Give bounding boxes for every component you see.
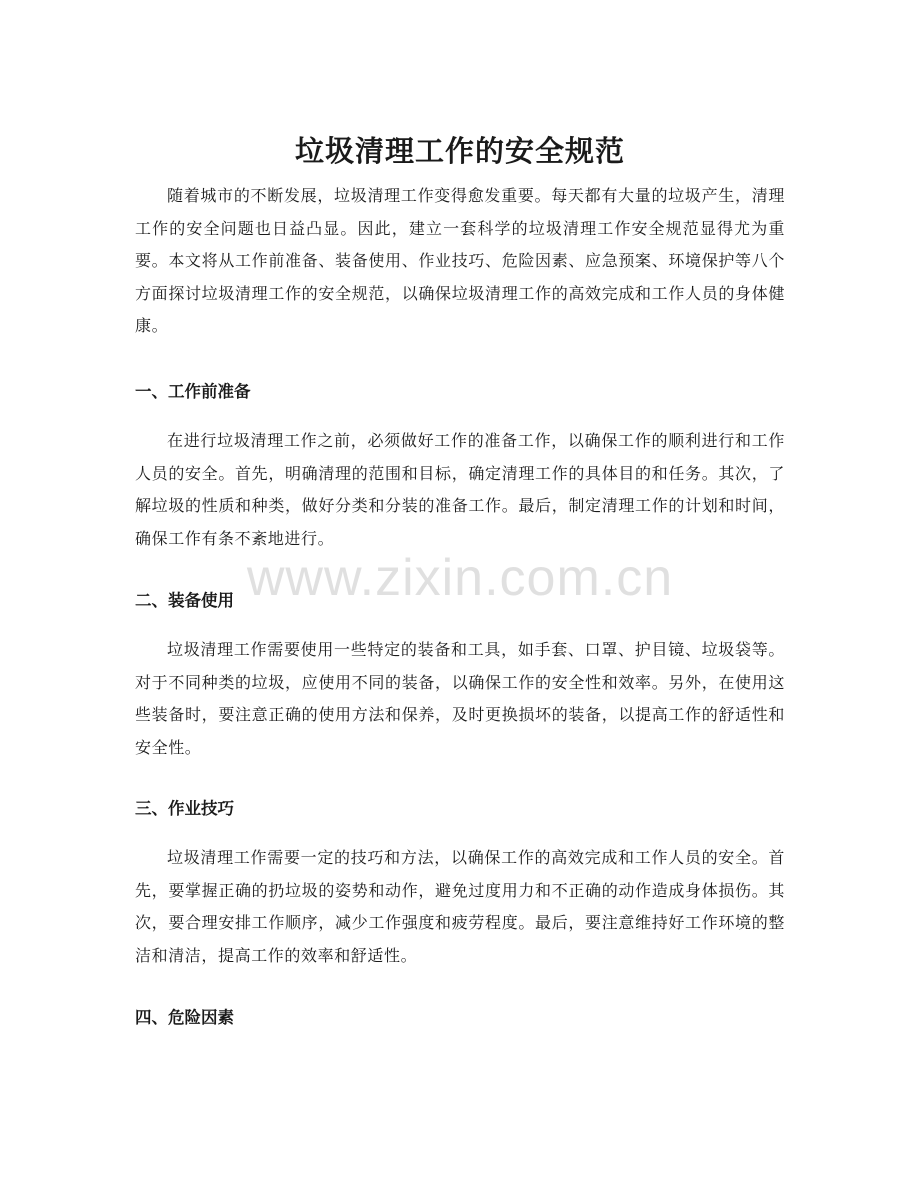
section-body-3: 垃圾清理工作需要一定的技巧和方法，以确保工作的高效完成和工作人员的安全。首先，要掌握正确的扔垃圾的姿势和动作，避免过度用力和不正确的动作造成身体损伤。其次，要合理安排工作顺序，减少工作强度和疲劳程度。最后，要注意维持好工作环境的整洁和清洁，提高工作的效率和舒适性。 [135,848,785,965]
document-title: 垃圾清理工作的安全规范 [294,134,625,169]
section-heading-2: 二、装备使用 [135,591,234,610]
section-heading-4: 四、危险因素 [135,1008,234,1027]
section-heading-1: 一、工作前准备 [135,382,251,401]
watermark: www.zixin.com.cn [246,549,674,607]
section-heading-3: 三、作业技巧 [135,799,234,818]
intro-paragraph: 随着城市的不断发展，垃圾清理工作变得愈发重要。每天都有大量的垃圾产生，清理工作的安全问题也日益凸显。因此，建立一套科学的垃圾清理工作安全规范显得尤为重要。本文将从工作前准备、装备使用、作业技巧、危险因素、应急预案、环境保护等八个方面探讨垃圾清理工作的安全规范，以确保垃圾清理工作的高效完成和工作人员的身体健康。 [135,186,785,335]
section-body-2: 垃圾清理工作需要使用一些特定的装备和工具，如手套、口罩、护目镜、垃圾袋等。对于不同种类的垃圾，应使用不同的装备，以确保工作的安全性和效率。另外，在使用这些装备时，要注意正确的使用方法和保养，及时更换损坏的装备，以提高工作的舒适性和安全性。 [135,640,785,757]
section-body-1: 在进行垃圾清理工作之前，必须做好工作的准备工作，以确保工作的顺利进行和工作人员的安全。首先，明确清理的范围和目标，确定清理工作的具体目的和任务。其次，了解垃圾的性质和种类，做好分类和分装的准备工作。最后，制定清理工作的计划和时间，确保工作有条不紊地进行。 [135,431,785,548]
